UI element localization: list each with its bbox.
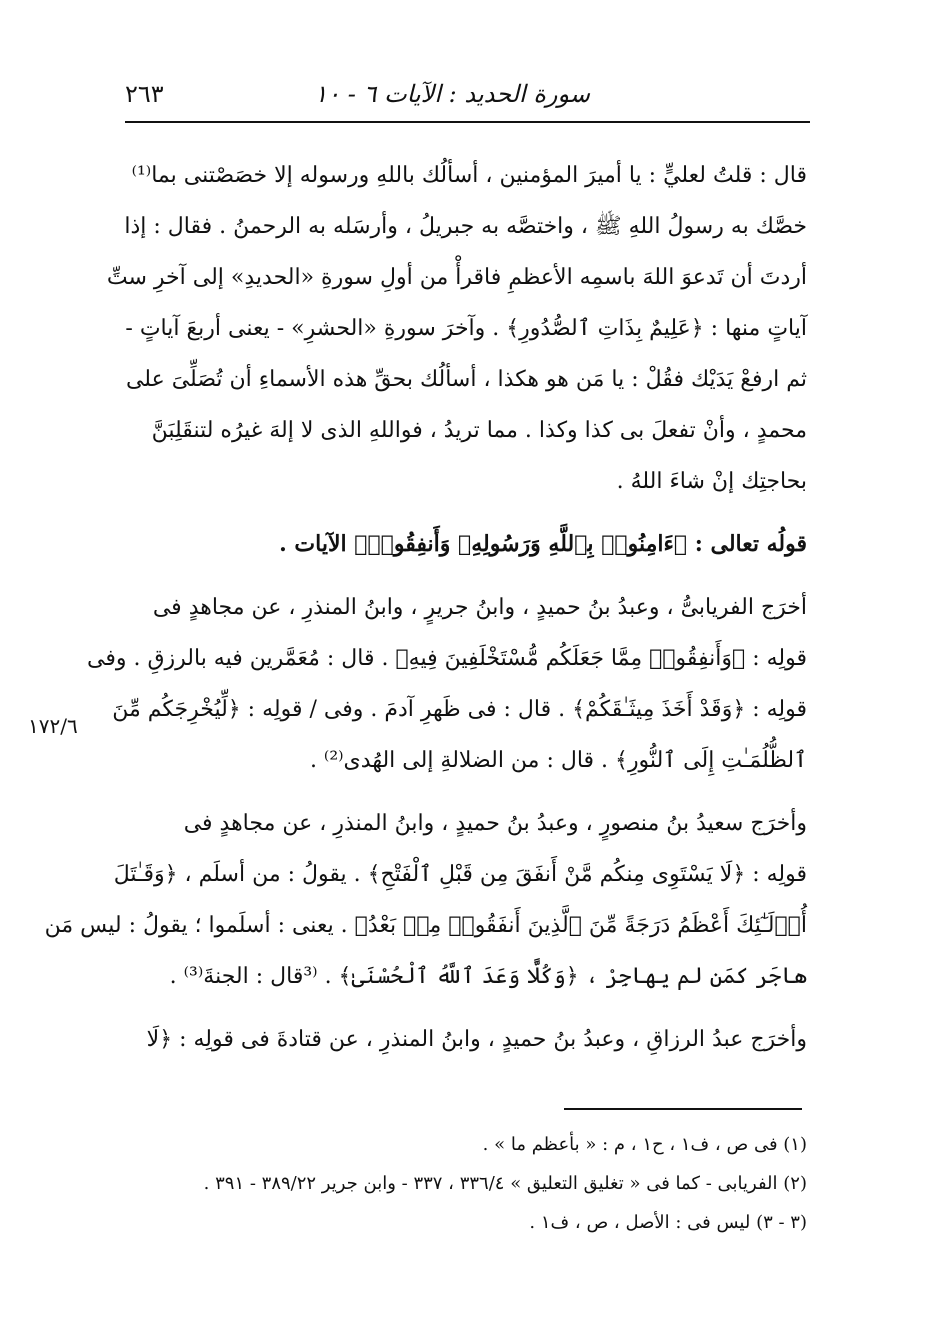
- header-rule: [125, 121, 810, 123]
- text-line: ٱلظُّلُمَـٰتِ إِلَى ٱلنُّورِ﴾ . قال : من الضلالةِ إلى الهُدى⁽²⁾ .: [309, 748, 807, 773]
- text-line: قولِه : ﴿لَا يَسْتَوِى مِنكُم مَّنْ أَنفَقَ مِن قَبْلِ ٱلْفَتْحِ﴾ . يقولُ : من أسلَم ، ﴿وَقَـٰتَلَ: [113, 862, 807, 887]
- text-line: خصَّك به رسولُ اللهِ ﷺ ، واختصَّه به جبريلُ ، وأرسَله به الرحمنُ . فقال : إذا: [124, 214, 807, 239]
- text-line: أُو۟لَـٰٓئِكَ أَعْظَمُ دَرَجَةً مِّنَ ٱلَّذِينَ أَنفَقُوا۟ مِنۢ بَعْدُ﴾ . يعنى : أسلَموا ؛ يقولُ : ليس مَن: [44, 913, 807, 938]
- footnotes: [128, 1125, 807, 1242]
- text-line: قولِه : ﴿وَقَدْ أَخَذَ مِيثَـٰقَكُمْ﴾ . قال : فى ظَهرِ آدمَ . وفى / قولِه : ﴿لِّيُخْرِجَكُم مِّنَ: [112, 697, 807, 722]
- text-line: أردتَ أن تَدعوَ اللهَ باسمِه الأعظمِ فاقرأْ من أولِ سورةِ «الحديدِ» إلى آخرِ ستِّ: [106, 265, 807, 290]
- footnote-1: (١) فى ص ، ف١ ، ح١ ، م : « بأعظم ما » .: [482, 1134, 807, 1155]
- paragraph: [87, 582, 807, 786]
- paragraph: [128, 1014, 807, 1065]
- running-header: [125, 78, 810, 118]
- page-number: ٢٦٣: [125, 80, 164, 108]
- text-line: آياتٍ منها : ﴿عَلِيمٌ بِذَاتِ ٱلصُّدُورِ﴾ . وآخرَ سورةِ «الحشرِ» - يعنى أربعَ آياتٍ -: [125, 316, 807, 341]
- text-line: بحاجتِك إنْ شاءَ اللهُ .: [616, 469, 807, 494]
- text-line: قولُه تعالى : ﴿ءَامِنُوا۟ بِٱللَّهِ وَرَسُولِهِۦ وَأَنفِقُوا۟﴾ الآيات .: [279, 531, 807, 557]
- text-line: وأخرَج سعيدُ بنُ منصورٍ ، وعبدُ بنُ حميدٍ ، وابنُ المنذرِ ، عن مجاهدٍ فى: [183, 811, 807, 836]
- text-line: قال : قلتُ لعليٍّ : يا أميرَ المؤمنين ، أسألُك باللهِ ورسوله إلا خصَصْتنى بما⁽¹⁾: [131, 163, 807, 188]
- running-title: سورة الحديد : الآيات ٦ - ١٠: [314, 80, 590, 108]
- paragraph: [106, 150, 807, 507]
- text-line: محمدٍ ، وأنْ تفعلَ بى كذا وكذا . مما تريدُ ، فواللهِ الذى لا إلهَ غيرُه لتنقَلِبَنَّ: [151, 418, 807, 443]
- text-line: قولِه : ﴿وَأَنفِقُوا۟ مِمَّا جَعَلَكُم مُّسْتَخْلَفِينَ فِيهِ﴾ . قال : مُعَمَّرين فيه بالرزقِ . وفى: [87, 646, 807, 671]
- paragraph: [128, 519, 807, 570]
- footnote-2: (٢) الفريابى - كما فى « تغليق التعليق » ٣٣٦/٤ ، ٣٣٧ - وابن جرير ٣٨٩/٢٢ - ٣٩١ .: [203, 1173, 807, 1194]
- footnote-3: (٣ - ٣) ليس فى : الأصل ، ص ، ف١ .: [529, 1212, 807, 1233]
- text-line: وأخرَج عبدُ الرزاقِ ، وعبدُ بنُ حميدٍ ، وابنُ المنذرِ ، عن قتادةَ فى قولِه : ﴿لَا: [146, 1027, 807, 1052]
- margin-reference: ١٧٢/٦: [28, 714, 78, 738]
- paragraph: [44, 798, 807, 1002]
- text-line: هاجَر كمَن لم يهاجِرْ ، ﴿وَكُلًّا وَعَدَ ٱللَّهُ ٱلْحُسْنَىٰ﴾ . ⁽³قال : الجنةَ⁽³⁾ .: [169, 964, 807, 989]
- footnote-rule: [564, 1108, 802, 1110]
- text-line: أخرَج الفريابىُّ ، وعبدُ بنُ حميدٍ ، وابنُ جريرٍ ، وابنُ المنذرِ ، عن مجاهدٍ فى: [152, 595, 807, 620]
- text-line: ثم ارفعْ يَدَيْك فقُلْ : يا مَن هو هكذا ، أسألُك بحقِّ هذه الأسماءِ أن تُصَلِّىَ على: [125, 367, 807, 392]
